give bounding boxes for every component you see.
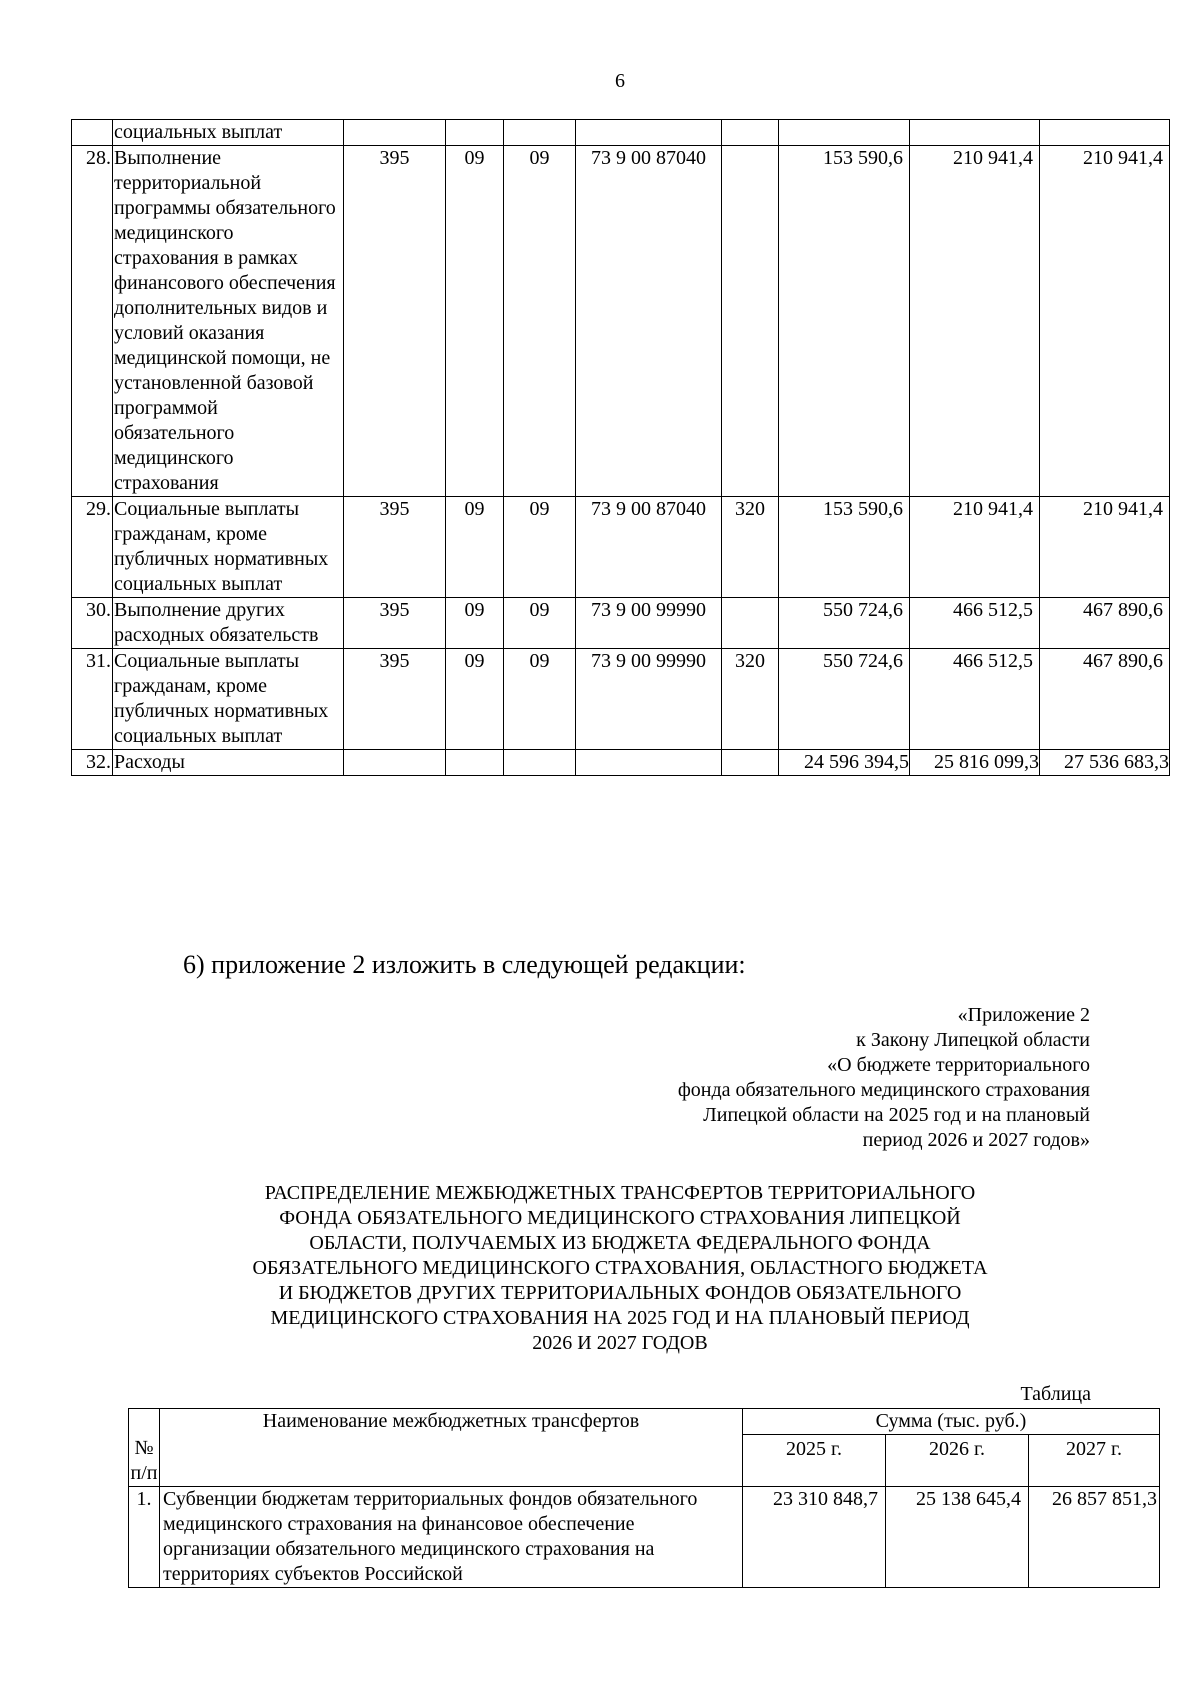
amount-2025: 550 724,6 [779, 649, 910, 750]
section-code [446, 120, 504, 146]
heading-line: ОБЯЗАТЕЛЬНОГО МЕДИЦИНСКОГО СТРАХОВАНИЯ, ОБЛАСТНОГО БЮДЖЕТА [252, 1257, 988, 1279]
section-code [446, 750, 504, 776]
amount-2026: 210 941,4 [910, 497, 1040, 598]
amount-2026: 466 512,5 [910, 649, 1040, 750]
table-row [72, 750, 1170, 776]
expense-type-code [722, 598, 779, 649]
target-article-code: 73 9 00 87040 [576, 146, 722, 497]
appendix-line: Липецкой области на 2025 год и на плановый [703, 1104, 1090, 1126]
expense-name: Социальные выплаты гражданам, кроме публичных нормативных социальных выплат [113, 497, 344, 598]
expense-type-code [722, 750, 779, 776]
row-number: 32. [72, 750, 113, 776]
table-row [72, 649, 1170, 750]
amount-2027: 467 890,6 [1040, 649, 1170, 750]
table-row [72, 497, 1170, 598]
page-number: 6 [615, 70, 625, 92]
ministry-code [344, 750, 446, 776]
amount-2026: 25 138 645,4 [886, 1487, 1029, 1588]
amount-2025 [779, 120, 910, 146]
appendix-line: «О бюджете территориального [827, 1054, 1090, 1076]
heading-line: РАСПРЕДЕЛЕНИЕ МЕЖБЮДЖЕТНЫХ ТРАНСФЕРТОВ ТЕРРИТОРИАЛЬНОГО [264, 1182, 976, 1204]
row-number [72, 120, 113, 146]
appendix-line: «Приложение 2 [957, 1004, 1090, 1026]
subsection-code: 09 [504, 649, 576, 750]
ministry-code: 395 [344, 497, 446, 598]
amount-2027: 467 890,6 [1040, 598, 1170, 649]
subsection-code [504, 750, 576, 776]
target-article-code [576, 120, 722, 146]
amount-2025: 550 724,6 [779, 598, 910, 649]
heading-line: 2026 И 2027 ГОДОВ [532, 1332, 708, 1354]
amount-2027: 26 857 851,3 [1029, 1487, 1160, 1588]
expense-type-code [722, 120, 779, 146]
amount-2027: 210 941,4 [1040, 497, 1170, 598]
table-row [72, 120, 1170, 146]
target-article-code: 73 9 00 87040 [576, 497, 722, 598]
transfers-table [128, 1408, 1160, 1588]
expense-type-code [722, 146, 779, 497]
appendix-line: фонда обязательного медицинского страхования [677, 1079, 1090, 1101]
ministry-code: 395 [344, 649, 446, 750]
table-row [72, 598, 1170, 649]
amount-2027 [1040, 120, 1170, 146]
section-heading [150, 1181, 1090, 1356]
row-number: 30. [72, 598, 113, 649]
subsection-code: 09 [504, 146, 576, 497]
expense-type-code: 320 [722, 649, 779, 750]
expense-name: Выполнение других расходных обязательств [113, 598, 344, 649]
header-name: Наименование межбюджетных трансфертов [160, 1409, 743, 1487]
amount-2027: 27 536 683,3 [1040, 750, 1170, 776]
subsection-code: 09 [504, 497, 576, 598]
target-article-code: 73 9 00 99990 [576, 649, 722, 750]
expense-name: Выполнение территориальной программы обязательного медицинского страхования в рамках финансового обеспечения дополнительных видов и условий оказания медицинской помощи, не установленной базовой программой обязательного медицинского страхования [113, 146, 344, 497]
heading-line: ФОНДА ОБЯЗАТЕЛЬНОГО МЕДИЦИНСКОГО СТРАХОВАНИЯ ЛИПЕЦКОЙ [279, 1207, 961, 1229]
amount-2026: 466 512,5 [910, 598, 1040, 649]
amount-2025: 24 596 394,5 [779, 750, 910, 776]
heading-line: ОБЛАСТИ, ПОЛУЧАЕМЫХ ИЗ БЮДЖЕТА ФЕДЕРАЛЬНОГО ФОНДА [309, 1232, 931, 1254]
appendix-line: период 2026 и 2027 годов» [862, 1129, 1090, 1151]
heading-line: И БЮДЖЕТОВ ДРУГИХ ТЕРРИТОРИАЛЬНЫХ ФОНДОВ ОБЯЗАТЕЛЬНОГО [278, 1282, 962, 1304]
section-code: 09 [446, 146, 504, 497]
ministry-code: 395 [344, 598, 446, 649]
amount-2027: 210 941,4 [1040, 146, 1170, 497]
transfer-name: Субвенции бюджетам территориальных фондов обязательного медицинского страхования на финансовое обеспечение организации обязательного медицинского страхования на территориях субъектов Российской [160, 1487, 743, 1588]
expense-name: Социальные выплаты гражданам, кроме публичных нормативных социальных выплат [113, 649, 344, 750]
amendment-instruction: 6) приложение 2 изложить в следующей редакции: [183, 950, 746, 979]
expenses-table [71, 119, 1170, 776]
appendix-line: к Закону Липецкой области [856, 1029, 1090, 1051]
table-row [129, 1487, 1160, 1588]
heading-line: МЕДИЦИНСКОГО СТРАХОВАНИЯ НА 2025 ГОД И НА ПЛАНОВЫЙ ПЕРИОД [270, 1307, 970, 1329]
header-year-2025: 2025 г. [743, 1435, 886, 1487]
amount-2025: 153 590,6 [779, 146, 910, 497]
ministry-code [344, 120, 446, 146]
row-number: 31. [72, 649, 113, 750]
header-year-2026: 2026 г. [886, 1435, 1029, 1487]
header-num: № п/п [129, 1409, 160, 1487]
expense-name: Расходы [113, 750, 344, 776]
expense-type-code: 320 [722, 497, 779, 598]
section-code: 09 [446, 649, 504, 750]
header-sum: Сумма (тыс. руб.) [743, 1409, 1160, 1435]
ministry-code: 395 [344, 146, 446, 497]
amount-2025: 23 310 848,7 [743, 1487, 886, 1588]
row-number: 29. [72, 497, 113, 598]
row-number: 1. [129, 1487, 160, 1588]
section-code: 09 [446, 497, 504, 598]
target-article-code [576, 750, 722, 776]
expense-name: социальных выплат [113, 120, 344, 146]
section-code: 09 [446, 598, 504, 649]
row-number: 28. [72, 146, 113, 497]
transfers-header-row [129, 1409, 1160, 1435]
subsection-code: 09 [504, 598, 576, 649]
amount-2026: 25 816 099,3 [910, 750, 1040, 776]
appendix-note [678, 1003, 1090, 1153]
table-caption: Таблица [1020, 1383, 1091, 1405]
amount-2026 [910, 120, 1040, 146]
amount-2026: 210 941,4 [910, 146, 1040, 497]
table-row [72, 146, 1170, 497]
header-year-2027: 2027 г. [1029, 1435, 1160, 1487]
subsection-code [504, 120, 576, 146]
amount-2025: 153 590,6 [779, 497, 910, 598]
target-article-code: 73 9 00 99990 [576, 598, 722, 649]
